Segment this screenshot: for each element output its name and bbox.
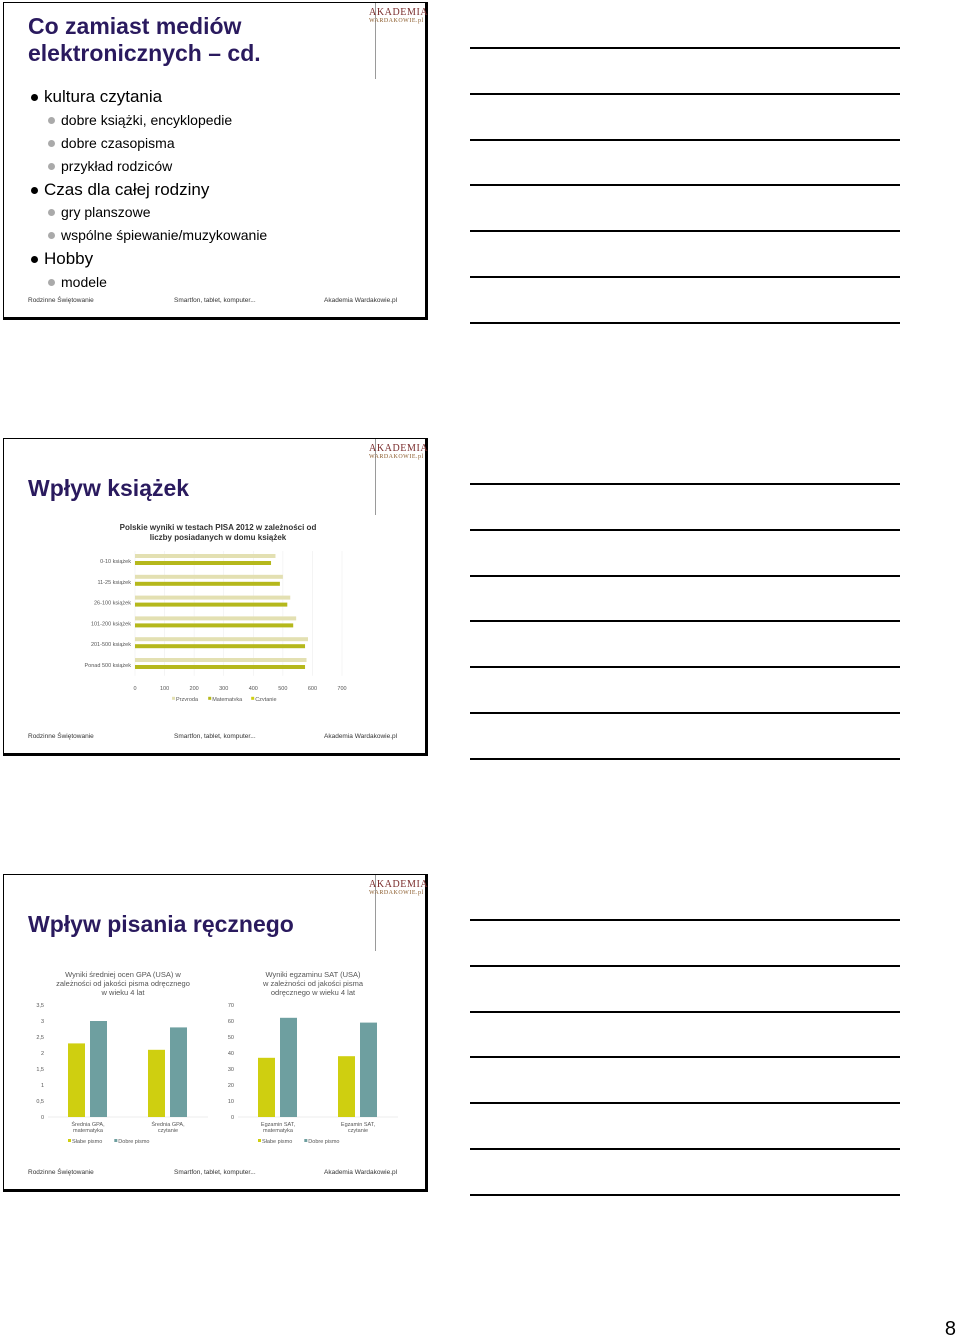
y-tick-label: 20	[227, 1083, 234, 1089]
bullet-item: wspólne śpiewanie/muzykowanie	[28, 224, 267, 247]
gpa-chart	[26, 967, 211, 1147]
category-label: matematyka	[73, 1128, 103, 1134]
note-line	[470, 483, 900, 485]
x-tick-label: 0	[133, 685, 137, 692]
bullet-item: Hobby	[28, 247, 267, 271]
academy-logo: AKADEMIA WARDAKOWIE.pl	[369, 879, 429, 896]
bullet-item: dobre czasopisma	[28, 132, 267, 155]
legend-swatch	[304, 1139, 307, 1142]
note-line	[470, 1011, 900, 1013]
note-line	[470, 322, 900, 324]
bar	[135, 575, 283, 579]
bar	[135, 665, 305, 669]
note-line	[470, 1102, 900, 1104]
category-label: czytanie	[347, 1128, 369, 1134]
bar	[68, 1043, 85, 1117]
bullet-item: dobre książki, encyklopedie	[28, 109, 267, 132]
bar	[135, 603, 287, 607]
x-tick-label: 200	[189, 685, 199, 692]
academy-logo: AKADEMIA WARDAKOWIE.pl	[369, 443, 429, 460]
academy-logo: AKADEMIA WARDAKOWIE.pl	[369, 7, 429, 24]
bar	[360, 1023, 377, 1117]
footer-middle: Smartfon, tablet, komputer...	[174, 1169, 256, 1176]
slide-3	[3, 874, 428, 1192]
footer-left: Rodzinne Świętowanie	[28, 297, 94, 304]
category-label: Średnia GPA,	[71, 1122, 105, 1128]
chart-title: odręcznego w wieku 4 lat	[270, 988, 356, 997]
bar	[135, 637, 308, 641]
x-tick-label: 500	[278, 685, 288, 692]
footer-right: Akademia Wardakowie.pl	[324, 297, 398, 304]
bar	[135, 623, 293, 627]
note-line	[470, 620, 900, 622]
footer-left: Rodzinne Świętowanie	[28, 1169, 94, 1176]
note-line	[470, 276, 900, 278]
legend-label: Czytanie	[255, 696, 277, 701]
x-tick-label: 700	[337, 685, 347, 692]
y-tick-label: 0	[230, 1115, 234, 1121]
category-label: matematyka	[263, 1128, 293, 1134]
y-tick-label: 1,5	[36, 1067, 44, 1073]
note-line	[470, 919, 900, 921]
legend-swatch	[172, 697, 175, 700]
bar	[338, 1056, 355, 1117]
bar	[170, 1027, 187, 1117]
sat-chart	[216, 967, 401, 1147]
chart-title: Wyniki średniej ocen GPA (USA) w	[65, 970, 181, 979]
bar	[135, 561, 271, 565]
y-tick-label: 2,5	[36, 1035, 44, 1041]
bar	[135, 554, 275, 558]
chart-title: Wyniki egzaminu SAT (USA)	[265, 970, 361, 979]
y-tick-label: 30	[227, 1067, 234, 1073]
footer-middle: Smartfon, tablet, komputer...	[174, 297, 256, 304]
y-tick-label: 50	[227, 1035, 234, 1041]
legend-label: Matematyka	[212, 696, 243, 701]
footer-right: Akademia Wardakowie.pl	[324, 733, 398, 740]
note-line	[470, 758, 900, 760]
legend-swatch	[114, 1139, 117, 1142]
footer-left: Rodzinne Świętowanie	[28, 733, 94, 740]
bullet-item: przykład rodziców	[28, 155, 267, 178]
note-line	[470, 575, 900, 577]
category-label: 201-500 książek	[90, 642, 131, 649]
y-tick-label: 3,5	[36, 1003, 44, 1009]
category-label: czytanie	[157, 1128, 179, 1134]
note-line	[470, 230, 900, 232]
category-label: Egzamin SAT,	[340, 1122, 376, 1128]
note-line	[470, 666, 900, 668]
legend-swatch	[251, 697, 254, 700]
chart-title: w wieku 4 lat	[101, 988, 145, 997]
y-tick-label: 0	[40, 1115, 44, 1121]
y-tick-label: 10	[227, 1099, 234, 1105]
bar	[280, 1018, 297, 1117]
y-tick-label: 1	[40, 1083, 44, 1089]
x-tick-label: 400	[248, 685, 258, 692]
legend-swatch	[258, 1139, 261, 1142]
chart-title: liczby posiadanych w domu książek	[149, 533, 287, 542]
note-line	[470, 184, 900, 186]
bullet-item: Czas dla całej rodziny	[28, 178, 267, 202]
y-tick-label: 40	[227, 1051, 234, 1057]
category-label: 101-200 książek	[90, 621, 131, 628]
slide-title: Wpływ pisania ręcznego	[28, 911, 294, 937]
footer-right: Akademia Wardakowie.pl	[324, 1169, 398, 1176]
bullet-item: kultura czytania	[28, 85, 267, 109]
bar	[148, 1050, 165, 1117]
category-label: 11-25 książek	[97, 579, 131, 586]
bar	[90, 1021, 107, 1117]
y-tick-label: 0,5	[36, 1099, 44, 1105]
legend-swatch	[208, 697, 211, 700]
category-label: Ponad 500 książek	[84, 663, 131, 669]
note-line	[470, 1148, 900, 1150]
category-label: Średnia GPA,	[151, 1122, 185, 1128]
legend-label: Przyroda	[176, 696, 199, 701]
note-line	[470, 93, 900, 95]
legend-label: Dobre pismo	[118, 1139, 150, 1145]
slide-title: Wpływ książek	[28, 475, 190, 501]
note-line	[470, 712, 900, 714]
bar	[135, 596, 290, 600]
note-line	[470, 965, 900, 967]
chart-title: Polskie wyniki w testach PISA 2012 w zależności od	[119, 523, 317, 532]
bar	[258, 1058, 275, 1117]
note-line	[470, 1056, 900, 1058]
note-line	[470, 1194, 900, 1196]
legend-label: Dobre pismo	[308, 1139, 340, 1145]
note-line	[470, 529, 900, 531]
category-label: Egzamin SAT,	[260, 1122, 296, 1128]
x-tick-label: 300	[219, 685, 229, 692]
category-label: 0-10 książek	[100, 559, 131, 565]
chart-title: w zależności od jakości pisma	[262, 979, 364, 988]
bar	[135, 644, 305, 648]
slide-2	[3, 438, 428, 756]
page-number: 8	[944, 1318, 956, 1340]
bullet-item: modele	[28, 271, 267, 294]
y-tick-label: 70	[227, 1003, 234, 1009]
bullet-item: gry planszowe	[28, 201, 267, 224]
bar	[135, 582, 280, 586]
x-tick-label: 100	[159, 685, 170, 692]
legend-swatch	[68, 1139, 71, 1142]
category-label: 26-100 książek	[94, 600, 131, 607]
note-line	[470, 47, 900, 49]
bullet-list	[28, 85, 267, 294]
legend-label: Słabe pismo	[262, 1139, 293, 1145]
legend-label: Słabe pismo	[72, 1139, 103, 1145]
chart-title: zależności od jakości pisma odręcznego	[56, 979, 190, 988]
x-tick-label: 600	[307, 685, 318, 692]
pisa-chart	[74, 521, 404, 701]
bar	[135, 658, 307, 662]
y-tick-label: 2	[40, 1051, 44, 1057]
y-tick-label: 60	[227, 1019, 234, 1025]
slide-title: Co zamiast mediów elektronicznych – cd.	[28, 13, 261, 66]
footer-middle: Smartfon, tablet, komputer...	[174, 733, 256, 740]
slide-1	[3, 2, 428, 320]
note-line	[470, 139, 900, 141]
y-tick-label: 3	[40, 1019, 44, 1025]
bar	[135, 616, 296, 620]
